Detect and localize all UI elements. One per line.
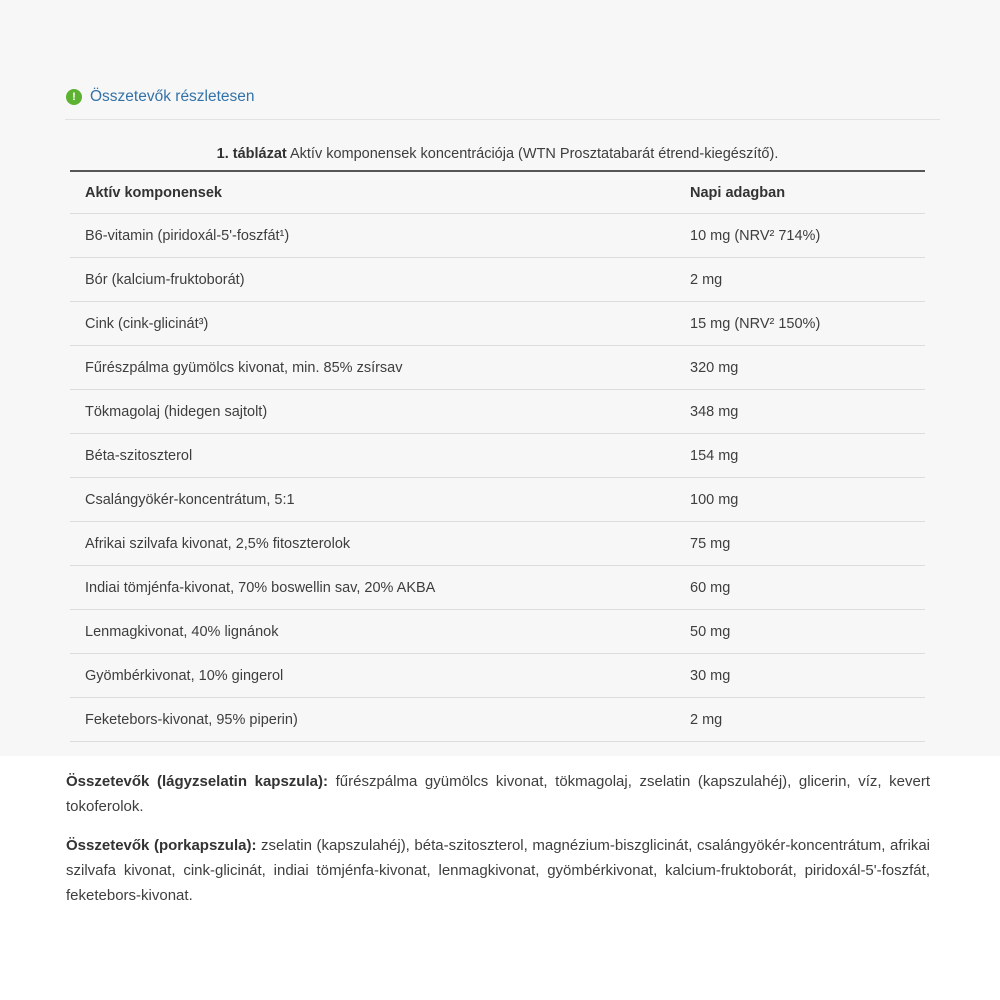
component-name-cell: Fűrészpálma gyümölcs kivonat, min. 85% zsírsav xyxy=(85,359,403,376)
active-components-table xyxy=(70,170,925,742)
info-icon: ! xyxy=(66,89,82,105)
daily-dose-cell: 100 mg xyxy=(690,491,739,508)
component-name-cell: Tökmagolaj (hidegen sajtolt) xyxy=(85,403,268,420)
table-body xyxy=(70,214,925,742)
component-name-cell: B6-vitamin (piridoxál-5'-foszfát¹) xyxy=(85,227,290,244)
softgel-capsule-ingredients-paragraph xyxy=(66,769,930,819)
powder-paragraph-lead: Összetevők (porkapszula): xyxy=(66,837,257,854)
daily-dose-cell: 2 mg xyxy=(690,271,723,288)
table-row xyxy=(70,390,925,434)
table-caption-text: Aktív komponensek koncentrációja (WTN Prosztatabarát étrend-kiegészítő). xyxy=(289,146,779,162)
table-row xyxy=(70,654,925,698)
component-name-cell: Afrikai szilvafa kivonat, 2,5% fitoszterolok xyxy=(85,535,351,552)
table-caption xyxy=(70,146,925,162)
header-divider xyxy=(65,119,940,120)
daily-dose-cell: 15 mg (NRV² 150%) xyxy=(690,315,821,332)
table-row xyxy=(70,258,925,302)
component-name-cell: Indiai tömjénfa-kivonat, 70% boswellin sav, 20% AKBA xyxy=(85,579,436,596)
column-header-components: Aktív komponensek xyxy=(85,184,222,201)
table-row xyxy=(70,302,925,346)
powder-paragraph-text: zselatin (kapszulahéj), béta-szitoszterol, magnézium-biszglicinát, csalángyökér-koncentrátum, afrikai szilvafa kivonat, cink-glicinát, indiai tömjénfa-kivonat, lenmagkivonat, gyömbérkivonat, kalcium-fruktoborát, piridoxál-5'-foszfát, feketebors-kivonat. xyxy=(66,837,931,904)
table-header-row xyxy=(70,172,925,214)
column-header-daily-dose: Napi adagban xyxy=(690,184,786,201)
daily-dose-cell: 30 mg xyxy=(690,667,731,684)
daily-dose-cell: 348 mg xyxy=(690,403,739,420)
component-name-cell: Feketebors-kivonat, 95% piperin) xyxy=(85,711,298,728)
component-name-cell: Gyömbérkivonat, 10% gingerol xyxy=(85,667,284,684)
table-row xyxy=(70,346,925,390)
section-title: Összetevők részletesen xyxy=(90,88,255,105)
daily-dose-cell: 75 mg xyxy=(690,535,731,552)
table-row xyxy=(70,566,925,610)
daily-dose-cell: 2 mg xyxy=(690,711,723,728)
daily-dose-cell: 50 mg xyxy=(690,623,731,640)
component-name-cell: Cink (cink-glicinát³) xyxy=(85,315,209,332)
component-name-cell: Lenmagkivonat, 40% lignánok xyxy=(85,623,279,640)
table-row xyxy=(70,610,925,654)
component-name-cell: Bór (kalcium-fruktoborát) xyxy=(85,271,245,288)
softgel-paragraph-lead: Összetevők (lágyzselatin kapszula): xyxy=(66,773,328,790)
table-row xyxy=(70,478,925,522)
ingredients-text-section xyxy=(0,756,1000,908)
daily-dose-cell: 60 mg xyxy=(690,579,731,596)
component-name-cell: Béta-szitoszterol xyxy=(85,447,193,464)
section-header-link[interactable] xyxy=(66,88,255,106)
component-name-cell: Csalángyökér-koncentrátum, 5:1 xyxy=(85,491,295,508)
table-caption-number: 1. táblázat xyxy=(216,146,287,162)
powder-capsule-ingredients-paragraph xyxy=(66,833,930,908)
table-row xyxy=(70,214,925,258)
daily-dose-cell: 320 mg xyxy=(690,359,739,376)
daily-dose-cell: 154 mg xyxy=(690,447,739,464)
table-row xyxy=(70,434,925,478)
table-row xyxy=(70,698,925,742)
daily-dose-cell: 10 mg (NRV² 714%) xyxy=(690,227,821,244)
table-row xyxy=(70,522,925,566)
softgel-paragraph-text: fűrészpálma gyümölcs kivonat, tökmagolaj, zselatin (kapszulahéj), glicerin, víz, kevert tokoferolok. xyxy=(66,773,930,815)
